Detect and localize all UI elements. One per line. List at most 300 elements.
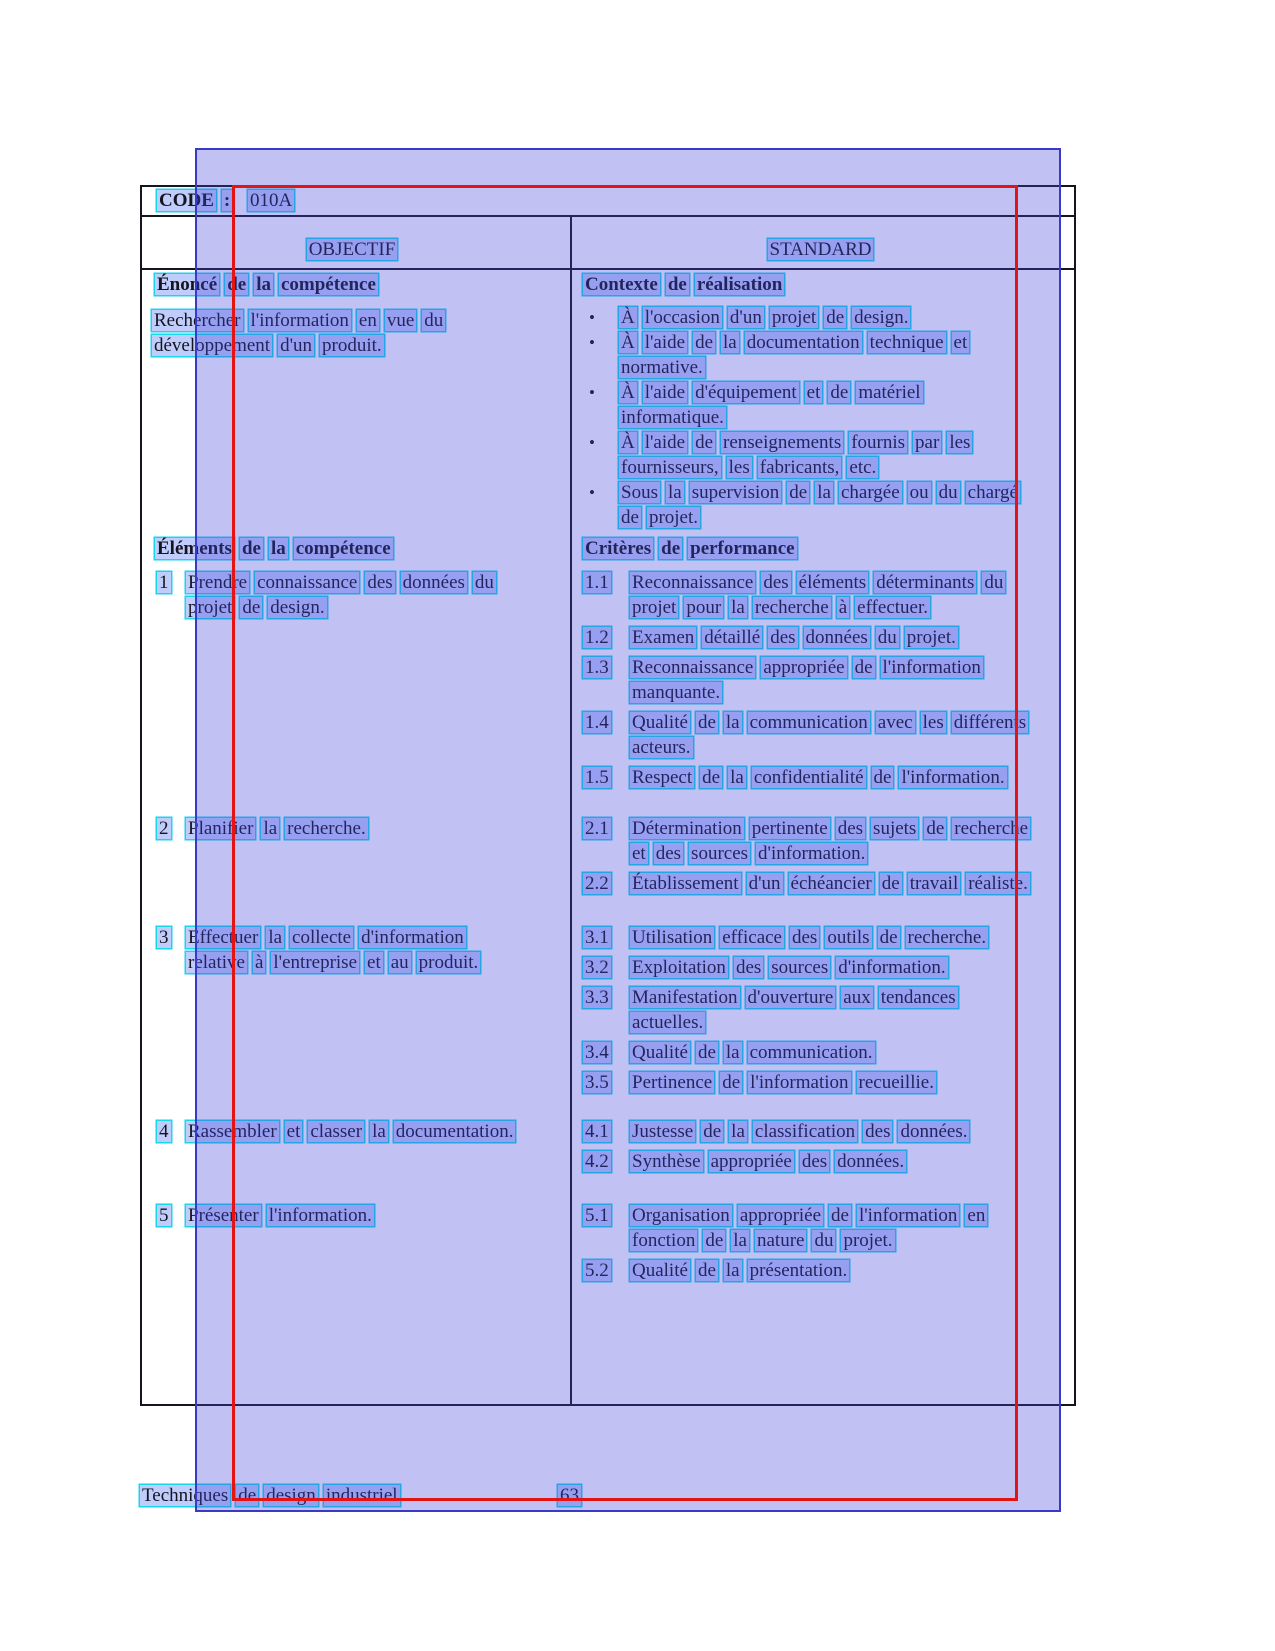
text-line: [186, 595, 502, 620]
item-text: [630, 765, 1013, 790]
word-box: Exploitation: [632, 957, 726, 978]
word-box: par: [915, 432, 940, 453]
word-box: sujets: [873, 818, 917, 839]
word-box: des: [735, 957, 762, 978]
item-number: [583, 1040, 630, 1065]
item-number: [583, 1070, 630, 1095]
element-item-2: [157, 816, 374, 846]
text-line: [630, 816, 1036, 841]
word-box: éléments: [798, 572, 867, 593]
item-text: [186, 570, 502, 620]
word-box: détaillé: [704, 627, 761, 648]
bullet-icon: •: [589, 332, 595, 352]
word-box: 3.5: [585, 1072, 609, 1093]
item-number: [583, 985, 630, 1010]
text-line: [186, 816, 374, 841]
text-line: [619, 380, 929, 405]
criteria-group-4: [583, 1119, 975, 1179]
word-box: 4.2: [585, 1151, 609, 1172]
item-number: [583, 816, 630, 841]
word-box: Qualité: [632, 1260, 688, 1281]
word-box: de: [702, 767, 721, 788]
item-number: [583, 625, 630, 650]
text-line: [630, 871, 1036, 896]
text-line: [619, 430, 978, 455]
word-box: la: [817, 482, 831, 503]
item-text: [186, 1119, 521, 1144]
word-box: projet: [771, 307, 817, 328]
word-box: 3.3: [585, 987, 609, 1008]
word-box: Justesse: [632, 1121, 694, 1142]
word-box: à: [838, 597, 848, 618]
list-item: [583, 1149, 975, 1174]
list-item: [583, 765, 1034, 790]
text-line: [248, 188, 300, 213]
word-box: du: [938, 482, 958, 503]
word-box: 1.5: [585, 767, 609, 788]
word-box: de: [873, 767, 892, 788]
word-box: de: [241, 538, 261, 559]
word-box: 1.4: [585, 712, 609, 733]
word-box: de: [667, 274, 687, 295]
word-box: données: [805, 627, 868, 648]
word-box: projet: [188, 597, 233, 618]
item-number: [583, 1203, 630, 1228]
list-item: [157, 1203, 380, 1228]
text-line: [630, 841, 1036, 866]
word-box: d'ouverture: [747, 987, 834, 1008]
word-box: travail: [909, 873, 959, 894]
word-box: Manifestation: [632, 987, 738, 1008]
word-box: et: [286, 1121, 301, 1142]
word-box: produit.: [322, 335, 382, 356]
item-number: [157, 925, 186, 950]
element-item-5: [157, 1203, 380, 1233]
item-text: [630, 1040, 881, 1065]
word-box: recueillie.: [858, 1072, 934, 1093]
item-text: [630, 871, 1036, 896]
word-box: d'équipement: [695, 382, 797, 403]
word-box: 2.2: [585, 873, 609, 894]
list-item: [586, 330, 1026, 380]
item-number: [583, 710, 630, 735]
word-box: outils: [827, 927, 870, 948]
standard-column-header: [572, 237, 1075, 262]
word-box: design.: [270, 597, 325, 618]
item-text: [630, 1149, 912, 1174]
item-number: [583, 955, 630, 980]
criteres-title: [583, 536, 803, 561]
word-box: Critères: [585, 538, 652, 559]
word-box: de: [621, 507, 639, 528]
word-box: des: [763, 572, 789, 593]
word-box: la: [268, 927, 283, 948]
word-box: 1.1: [585, 572, 609, 593]
text-line: [619, 455, 978, 480]
word-box: STANDARD: [769, 239, 872, 260]
text-line: [630, 570, 1011, 595]
word-box: 5.1: [585, 1205, 609, 1226]
list-item: [157, 570, 502, 620]
bullet-icon: •: [589, 307, 595, 327]
word-box: 3.2: [585, 957, 609, 978]
word-box: et: [953, 332, 968, 353]
item-text: [186, 1203, 380, 1228]
word-box: les: [922, 712, 944, 733]
word-box: À: [621, 307, 635, 328]
word-box: Qualité: [632, 712, 688, 733]
text-line: [630, 655, 989, 680]
list-item: [583, 570, 1034, 620]
word-box: d'un: [729, 307, 762, 328]
word-box: Techniques: [142, 1485, 229, 1506]
text-line: [558, 1483, 587, 1508]
word-box: des: [367, 572, 393, 593]
word-box: la: [731, 597, 745, 618]
word-box: fonction: [632, 1230, 696, 1251]
criteria-group-1: [583, 570, 1034, 795]
word-box: Reconnaissance: [632, 572, 754, 593]
item-text: [619, 480, 1026, 530]
word-box: confidentialité: [753, 767, 864, 788]
word-box: manquante.: [632, 682, 721, 703]
text-line: [619, 305, 916, 330]
word-box: 63: [560, 1485, 579, 1506]
word-box: présentation.: [749, 1260, 848, 1281]
word-box: des: [837, 818, 864, 839]
word-box: compétence: [280, 274, 376, 295]
word-box: l'aide: [644, 332, 686, 353]
text-line: [630, 985, 964, 1010]
word-box: et: [806, 382, 821, 403]
word-box: déterminants: [876, 572, 975, 593]
word-box: relative: [188, 952, 245, 973]
word-box: appropriée: [710, 1151, 792, 1172]
word-box: de: [722, 1072, 741, 1093]
list-item: [586, 480, 1026, 530]
word-box: des: [801, 1151, 828, 1172]
text-line: [630, 1070, 942, 1095]
text-line: [155, 272, 384, 297]
element-item-3: [157, 925, 486, 980]
word-box: 1.3: [585, 657, 609, 678]
word-box: compétence: [295, 538, 391, 559]
text-line: [140, 237, 570, 262]
word-box: du: [474, 572, 494, 593]
word-box: OBJECTIF: [308, 239, 396, 260]
text-line: [619, 330, 975, 355]
word-box: aux: [843, 987, 871, 1008]
word-box: 1: [159, 572, 169, 593]
text-line: [630, 1228, 993, 1253]
word-box: Synthèse: [632, 1151, 701, 1172]
word-box: de: [703, 1121, 722, 1142]
list-item: [157, 816, 374, 841]
table-hline-under-header: [140, 268, 1076, 270]
item-text: [630, 985, 964, 1035]
word-box: l'entreprise: [273, 952, 358, 973]
word-box: avec: [877, 712, 913, 733]
word-box: du: [424, 310, 444, 331]
word-box: projet.: [906, 627, 956, 648]
text-line: [152, 333, 451, 358]
text-line: [186, 925, 486, 950]
word-box: Énoncé: [157, 274, 218, 295]
word-box: de: [695, 332, 714, 353]
word-box: actuelles.: [632, 1012, 704, 1033]
word-box: chargée: [840, 482, 900, 503]
word-box: Prendre: [188, 572, 248, 593]
list-item: [583, 1258, 993, 1283]
word-box: différents: [953, 712, 1027, 733]
item-number: [157, 816, 186, 841]
enonce-title: [155, 272, 384, 297]
word-box: 3.4: [585, 1042, 609, 1063]
word-box: la: [731, 1121, 745, 1142]
table-hline-under-code: [140, 215, 1076, 217]
word-box: d'un: [748, 873, 781, 894]
text-line: [186, 570, 502, 595]
word-box: projet.: [648, 507, 699, 528]
item-text: [630, 925, 994, 950]
word-box: vue: [386, 310, 415, 331]
word-box: la: [723, 332, 737, 353]
word-box: la: [733, 1230, 747, 1251]
item-text: [630, 710, 1034, 760]
criteria-group-2: [583, 816, 1036, 901]
word-box: Établissement: [632, 873, 739, 894]
bullet-icon: •: [589, 382, 595, 402]
text-line: [630, 595, 1011, 620]
word-box: l'aide: [644, 432, 686, 453]
word-box: Éléments: [157, 538, 232, 559]
text-line: [583, 272, 790, 297]
word-box: de: [826, 307, 845, 328]
word-box: échéancier: [790, 873, 872, 894]
word-box: des: [792, 927, 818, 948]
word-box: Examen: [632, 627, 695, 648]
word-box: ou: [909, 482, 929, 503]
list-item: [583, 1040, 994, 1065]
list-item: [586, 305, 1026, 330]
word-box: 2.1: [585, 818, 609, 839]
word-box: de: [697, 712, 716, 733]
word-box: Organisation: [632, 1205, 730, 1226]
word-box: communication: [749, 712, 868, 733]
word-box: de: [854, 657, 873, 678]
item-number: [583, 871, 630, 896]
list-item: [583, 1203, 993, 1253]
word-box: classification: [754, 1121, 856, 1142]
text-line: [630, 955, 954, 980]
item-text: [186, 816, 374, 841]
text-line: [619, 405, 929, 430]
list-item: [583, 871, 1036, 896]
word-box: d'information: [361, 927, 464, 948]
word-box: la: [256, 274, 271, 295]
text-line: [186, 1119, 521, 1144]
word-box: les: [728, 457, 750, 478]
item-text: [619, 430, 978, 480]
word-box: acteurs.: [632, 737, 691, 758]
objectif-column-header: [140, 237, 570, 262]
word-box: Rechercher: [154, 310, 241, 331]
item-number: [583, 1258, 630, 1283]
word-box: Présenter: [188, 1205, 259, 1226]
word-box: données.: [900, 1121, 968, 1142]
list-item: [583, 925, 994, 950]
word-box: l'information: [250, 310, 349, 331]
word-box: réaliste.: [968, 873, 1028, 894]
code-label: [157, 188, 238, 213]
word-box: de: [242, 597, 261, 618]
text-line: [157, 188, 238, 213]
list-item: [586, 380, 1026, 430]
word-box: de: [789, 482, 808, 503]
word-box: fournisseurs,: [621, 457, 719, 478]
text-line: [630, 1119, 975, 1144]
text-line: [186, 950, 486, 975]
word-box: la: [372, 1121, 386, 1142]
word-box: Contexte: [585, 274, 658, 295]
word-box: communication.: [749, 1042, 873, 1063]
item-text: [630, 655, 989, 705]
contexte-title: [583, 272, 790, 297]
word-box: produit.: [418, 952, 479, 973]
text-line: [630, 1040, 881, 1065]
word-box: chargé: [967, 482, 1018, 503]
word-box: et: [367, 952, 381, 973]
word-box: industriel: [325, 1485, 398, 1506]
word-box: en: [358, 310, 377, 331]
word-box: appropriée: [763, 657, 845, 678]
word-box: design: [266, 1485, 316, 1506]
word-box: supervision: [691, 482, 780, 503]
text-line: [630, 1203, 993, 1228]
elements-title: [155, 536, 399, 561]
list-item: [583, 985, 994, 1035]
word-box: Détermination: [632, 818, 742, 839]
word-box: développement: [154, 335, 271, 356]
word-box: de: [879, 927, 898, 948]
text-line: [186, 1203, 380, 1228]
word-box: de: [227, 274, 247, 295]
word-box: performance: [690, 538, 795, 559]
word-box: Effectuer: [188, 927, 259, 948]
text-line: [630, 1149, 912, 1174]
word-box: technique: [869, 332, 944, 353]
item-number: [583, 655, 630, 680]
word-box: À: [621, 432, 635, 453]
text-line: [630, 765, 1013, 790]
word-box: documentation: [746, 332, 860, 353]
code-value: [248, 188, 300, 213]
word-box: de: [661, 538, 681, 559]
footer-page-number: [558, 1483, 587, 1508]
word-box: projet: [632, 597, 677, 618]
word-box: 4: [159, 1121, 169, 1142]
word-box: l'information: [858, 1205, 958, 1226]
word-box: la: [263, 818, 278, 839]
text-line: [155, 536, 399, 561]
word-box: l'information.: [901, 767, 1005, 788]
word-box: pour: [686, 597, 722, 618]
word-box: connaissance: [257, 572, 358, 593]
word-box: Rassembler: [188, 1121, 277, 1142]
word-box: fabricants,: [759, 457, 840, 478]
word-box: effectuer.: [857, 597, 928, 618]
text-line: [630, 1258, 855, 1283]
word-box: des: [655, 843, 682, 864]
item-number: [583, 1149, 630, 1174]
word-box: réalisation: [696, 274, 783, 295]
item-text: [630, 955, 954, 980]
word-box: 5: [159, 1205, 169, 1226]
list-item: [583, 816, 1036, 866]
text-line: [630, 1010, 964, 1035]
word-box: recherche.: [907, 927, 987, 948]
word-box: données: [402, 572, 465, 593]
word-box: recherche: [954, 818, 1029, 839]
list-item: [586, 430, 1026, 480]
word-box: la: [270, 538, 286, 559]
word-box: :: [223, 190, 231, 211]
word-box: de: [697, 1260, 716, 1281]
item-number: [157, 1203, 186, 1228]
element-item-1: [157, 570, 502, 625]
word-box: collecte: [292, 927, 352, 948]
word-box: nature: [756, 1230, 805, 1251]
word-box: de: [831, 1205, 849, 1226]
list-item: [583, 1070, 994, 1095]
text-line: [152, 308, 451, 333]
word-box: de: [705, 1230, 724, 1251]
word-box: la: [725, 712, 740, 733]
word-box: la: [725, 1042, 740, 1063]
word-box: l'information: [882, 657, 981, 678]
item-text: [630, 1070, 942, 1095]
item-text: [619, 305, 916, 330]
word-box: Planifier: [188, 818, 254, 839]
item-number: [583, 765, 630, 790]
word-box: données.: [837, 1151, 905, 1172]
word-box: projet.: [843, 1230, 893, 1251]
word-box: du: [984, 572, 1004, 593]
word-box: de: [238, 1485, 257, 1506]
word-box: tendances: [880, 987, 956, 1008]
word-box: l'information: [750, 1072, 849, 1093]
word-box: 1.2: [585, 627, 609, 648]
list-item: [583, 710, 1034, 760]
word-box: 4.1: [585, 1121, 609, 1142]
word-box: des: [770, 627, 796, 648]
word-box: sources: [691, 843, 749, 864]
word-box: de: [830, 382, 849, 403]
word-box: matériel: [858, 382, 921, 403]
word-box: informatique.: [621, 407, 724, 428]
element-item-4: [157, 1119, 521, 1149]
word-box: l'information.: [268, 1205, 372, 1226]
list-item: [583, 955, 994, 980]
footer-text: [140, 1483, 406, 1508]
word-box: Pertinence: [632, 1072, 713, 1093]
criteria-group-5: [583, 1203, 993, 1288]
criteria-group-3: [583, 925, 994, 1100]
text-line: [140, 1483, 406, 1508]
word-box: etc.: [849, 457, 877, 478]
word-box: la: [725, 1260, 740, 1281]
word-box: l'occasion: [644, 307, 720, 328]
